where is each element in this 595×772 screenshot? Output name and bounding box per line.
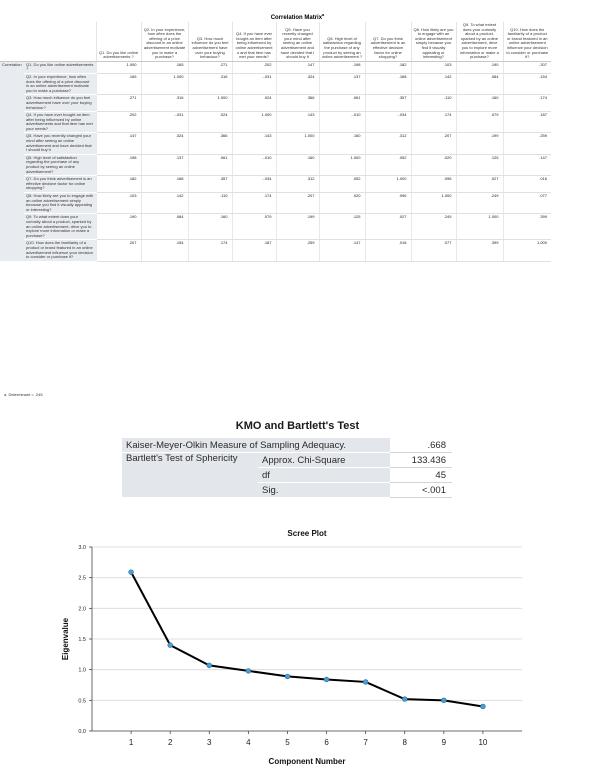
table-cell: .324 — [141, 133, 188, 154]
table-cell: 1.000 — [96, 61, 141, 73]
data-point — [441, 698, 446, 703]
table-cell: .147 — [503, 154, 551, 175]
table-cell: .096 — [411, 176, 456, 193]
correlation-body — [0, 61, 551, 261]
table-cell: -.010 — [319, 112, 365, 133]
column-header: Q1. Do you like online advertisements ? — [96, 22, 141, 61]
table-cell: .182 — [96, 176, 141, 193]
kmo-label: Kaiser-Meyer-Olkin Measure of Sampling Adequacy. — [122, 438, 390, 453]
row-header: Q9. To what extent does your curiosity about a product, sparked by an online advertisement, drive you to explore more information or make a purchase? — [24, 214, 96, 240]
table-cell: .207 — [96, 240, 141, 261]
table-cell: .190 — [96, 214, 141, 240]
data-point — [363, 680, 368, 685]
table-cell: 1.000 — [456, 214, 503, 240]
table-cell: .312 — [276, 176, 319, 193]
row-header: Q5. Have you recently changed your mind after seeing an online advertisement and have decided that I should buy it — [24, 133, 96, 154]
table-cell: .190 — [456, 61, 503, 73]
correlation-table — [0, 22, 551, 262]
table-cell: .168 — [141, 176, 188, 193]
data-point — [168, 643, 173, 648]
table-cell: .103 — [411, 61, 456, 73]
table-cell: .024 — [232, 95, 276, 112]
table-cell: .207 — [276, 193, 319, 214]
table-cell: .020 — [411, 154, 456, 175]
row-header: Q3. How much influence do you feel advertisement have over your buying behaviour? — [24, 95, 96, 112]
table-cell: .147 — [96, 133, 141, 154]
x-axis-label: Component Number — [268, 757, 346, 766]
data-point — [481, 704, 486, 709]
table-cell: .199 — [276, 214, 319, 240]
table-cell: .271 — [188, 61, 232, 73]
corner-cell — [24, 22, 96, 61]
table-row — [0, 73, 551, 94]
table-cell: .160 — [319, 133, 365, 154]
table-cell: .202 — [96, 112, 141, 133]
bartlett-sub-label: Sig. — [258, 483, 390, 498]
table-row — [0, 61, 551, 73]
x-tick-label: 6 — [324, 738, 329, 747]
table-cell: .061 — [188, 154, 232, 175]
table-cell: .271 — [96, 95, 141, 112]
x-tick-label: 1 — [128, 738, 134, 747]
table-cell: .182 — [365, 61, 411, 73]
table-cell: .249 — [456, 193, 503, 214]
column-header: Q10. How does the familiarity of a product or brand featured in an online advertisement influence your decision to consider or purchase it? — [503, 22, 551, 61]
table-cell: .199 — [456, 133, 503, 154]
table-cell: .187 — [232, 240, 276, 261]
column-header: Q3. How much influence do you feel advertisement have over your buying behaviour? — [188, 22, 232, 61]
table-cell: .174 — [188, 240, 232, 261]
table-row — [0, 176, 551, 193]
data-point — [285, 674, 290, 679]
x-tick-label: 2 — [167, 738, 173, 747]
table-cell: .143 — [232, 133, 276, 154]
table-cell: .024 — [188, 112, 232, 133]
table-cell: .027 — [365, 214, 411, 240]
table-cell: .096 — [365, 193, 411, 214]
row-header: Q4. If you have ever bought an item after being influenced by online advertisements and that item has met your needs? — [24, 112, 96, 133]
column-header: Q6. High level of satisfaction regarding the purchase of any product by seeing an online advertisement ? — [319, 22, 365, 61]
table-cell: .202 — [232, 61, 276, 73]
x-tick-label: 9 — [441, 738, 447, 747]
table-cell: .016 — [365, 240, 411, 261]
y-tick-label: 2.0 — [78, 606, 86, 613]
data-point — [129, 570, 134, 575]
table-cell: .160 — [456, 95, 503, 112]
table-cell: .077 — [503, 193, 551, 214]
x-tick-label: 8 — [402, 738, 407, 747]
column-header: Q8. How likely are you to engage with an online advertisement simply because you find it visually appealing or interesting? — [411, 22, 456, 61]
table-cell: .084 — [456, 73, 503, 94]
y-axis-label: Eigenvalue — [61, 617, 70, 661]
table-cell: .207 — [411, 133, 456, 154]
table-cell: .052 — [365, 154, 411, 175]
table-cell: .174 — [503, 95, 551, 112]
table-cell: 1.000 — [141, 73, 188, 94]
table-cell: .079 — [232, 214, 276, 240]
table-cell: .174 — [411, 112, 456, 133]
table-cell: .399 — [456, 240, 503, 261]
column-header: Q5. Have you recently changed your mind after seeing an online advertisement and have decided that I should buy it — [276, 22, 319, 61]
correlation-footnote: a. Determinant = .245 — [4, 392, 43, 397]
bartlett-sub-label: df — [258, 468, 390, 483]
table-cell: 1.000 — [276, 133, 319, 154]
scree-plot — [54, 524, 534, 770]
table-cell: .147 — [276, 61, 319, 73]
data-point — [207, 663, 212, 668]
row-header: Q6. High level of satisfaction regarding the purchase of any product by seeing an online advertisement? — [24, 154, 96, 175]
table-cell: .154 — [141, 240, 188, 261]
table-cell: -.034 — [232, 176, 276, 193]
table-cell: .249 — [411, 214, 456, 240]
table-cell: .366 — [276, 95, 319, 112]
kmo-row — [122, 438, 452, 453]
table-cell: .198 — [96, 154, 141, 175]
table-cell: .399 — [503, 214, 551, 240]
table-cell: .357 — [188, 176, 232, 193]
table-cell: .259 — [276, 240, 319, 261]
correlation-matrix-title — [0, 12, 595, 21]
table-row — [0, 193, 551, 214]
correlation-title-text: Correlation Matrix — [270, 15, 323, 21]
table-cell: .103 — [96, 193, 141, 214]
table-cell: .160 — [188, 214, 232, 240]
row-header: Q2. In your experience, how often does the offering of a price discount in an online advertisement motivate you to make a purchase? — [24, 73, 96, 94]
correlation-title-footnote-marker: a — [322, 12, 325, 17]
kmo-title: KMO and Bartlett's Test — [235, 420, 360, 432]
row-header: Q8. How likely are you to engage with an online advertisement simply because you find it visually appealing or interesting? — [24, 193, 96, 214]
bartlett-value: 133.436 — [390, 453, 452, 468]
scree-title: Scree Plot — [287, 529, 327, 538]
kmo-value: .668 — [390, 438, 452, 453]
table-cell: .110 — [188, 193, 232, 214]
table-cell: .142 — [411, 73, 456, 94]
table-cell: -.034 — [365, 112, 411, 133]
bartlett-value: 45 — [390, 468, 452, 483]
column-header: Q4. If you have ever bought an item after being influenced by online advertisement s and that item has met your needs? — [232, 22, 276, 61]
table-cell: 1.000 — [188, 95, 232, 112]
column-header: Q2. In your experience, how often does the offering of a price discount in an online advertisement motivate you to make a purchase? — [141, 22, 188, 61]
y-tick-label: 1.5 — [78, 637, 86, 643]
column-header: Q9. To what extent does your curiosity about a product, sparked by an online advertisement, drive you to explore more information or make a purchase? — [456, 22, 503, 61]
bartlett-label: Bartlett's Test of Sphericity — [122, 453, 258, 498]
table-cell: .137 — [319, 73, 365, 94]
table-cell: .207 — [503, 61, 551, 73]
table-cell: .125 — [319, 214, 365, 240]
table-cell: .165 — [141, 61, 188, 73]
row-header: Q10. How does the familiarity of a product or brand featured in an online advertisement influence your decision to consider or purchase it? — [24, 240, 96, 261]
table-cell: .143 — [276, 112, 319, 133]
row-header: Q7. Do you think advertisement is an effective decisive factor for online shopping? — [24, 176, 96, 193]
bartlett-value: <.001 — [390, 483, 452, 498]
table-cell: .079 — [456, 112, 503, 133]
data-point — [402, 697, 407, 702]
table-cell: .142 — [141, 193, 188, 214]
table-cell: .198 — [319, 61, 365, 73]
table-cell: .165 — [96, 73, 141, 94]
correlation-header-row — [0, 22, 551, 61]
table-cell: .061 — [319, 95, 365, 112]
data-point — [246, 668, 251, 673]
table-row — [0, 133, 551, 154]
table-cell: .357 — [365, 95, 411, 112]
row-header: Q1. Do you like online advertisements ? — [24, 61, 96, 73]
table-cell: .154 — [503, 73, 551, 94]
y-tick-label: 2.5 — [78, 575, 86, 582]
x-tick-label: 3 — [207, 738, 212, 747]
table-cell: .316 — [188, 73, 232, 94]
x-tick-label: 7 — [363, 738, 368, 747]
table-cell: .174 — [232, 193, 276, 214]
y-tick-label: 1.0 — [78, 667, 86, 674]
table-cell: .312 — [365, 133, 411, 154]
table-row — [0, 240, 551, 261]
table-cell: .110 — [411, 95, 456, 112]
table-cell: .020 — [319, 193, 365, 214]
table-cell: .316 — [141, 95, 188, 112]
table-cell: .084 — [141, 214, 188, 240]
table-cell: .147 — [319, 240, 365, 261]
table-cell: -.031 — [232, 73, 276, 94]
column-header: Q7. Do you think advertisement is an effective decisive factor for online shopping? — [365, 22, 411, 61]
kmo-table — [122, 438, 452, 498]
table-cell: .027 — [456, 176, 503, 193]
corner-cell — [0, 22, 24, 61]
table-cell: .137 — [141, 154, 188, 175]
x-tick-label: 5 — [285, 738, 290, 747]
y-tick-label: 0.5 — [78, 698, 86, 705]
table-row — [0, 95, 551, 112]
table-cell: 1.000 — [365, 176, 411, 193]
table-cell: 1.000 — [411, 193, 456, 214]
bartlett-sub-label: Approx. Chi-Square — [258, 453, 390, 468]
x-tick-label: 10 — [478, 738, 488, 747]
row-group-label: Correlation — [0, 61, 24, 261]
table-cell: .125 — [456, 154, 503, 175]
x-tick-label: 4 — [246, 738, 251, 747]
table-cell: .366 — [188, 133, 232, 154]
table-cell: 1.000 — [319, 154, 365, 175]
table-cell: .187 — [503, 112, 551, 133]
table-cell: .324 — [276, 73, 319, 94]
table-cell: .259 — [503, 133, 551, 154]
bartlett-row — [122, 453, 452, 468]
table-cell: -.010 — [232, 154, 276, 175]
table-cell: .052 — [319, 176, 365, 193]
table-row — [0, 112, 551, 133]
table-cell: -.031 — [141, 112, 188, 133]
table-cell: 1.000 — [503, 240, 551, 261]
table-cell: .016 — [503, 176, 551, 193]
table-cell: .160 — [276, 154, 319, 175]
table-cell: .168 — [365, 73, 411, 94]
y-tick-label: 3.0 — [78, 545, 86, 551]
table-row — [0, 214, 551, 240]
table-row — [0, 154, 551, 175]
table-cell: .077 — [411, 240, 456, 261]
y-tick-label: 0.0 — [78, 729, 86, 735]
data-point — [324, 677, 329, 682]
table-cell: 1.000 — [232, 112, 276, 133]
